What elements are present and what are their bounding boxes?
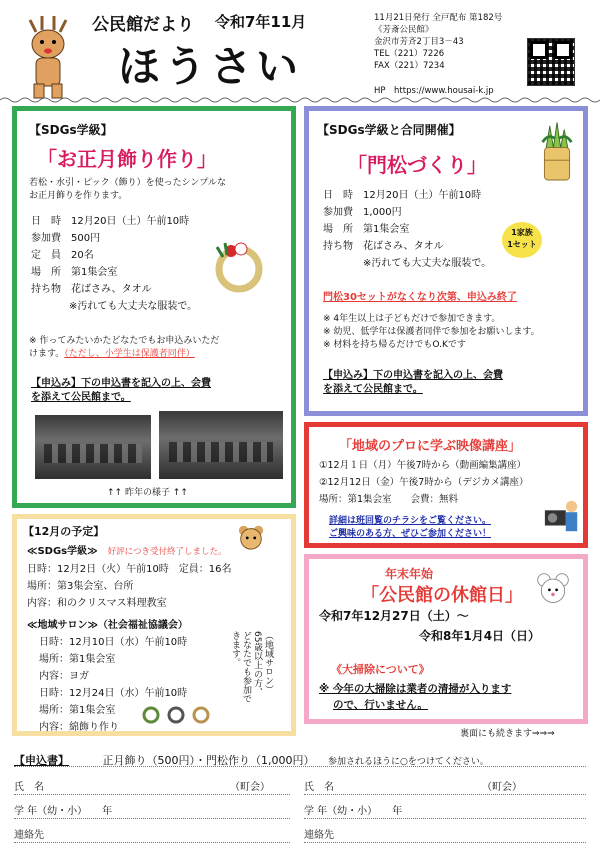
sdgs-note-guardian: （ただし、小学生は保護者同伴）: [64, 349, 195, 359]
photo-caption: ↑↑ 昨年の様子 ↑↑: [107, 488, 188, 498]
kadomatsu-box: [304, 106, 588, 416]
sdgs-place: 場 所 第1集会室: [31, 267, 118, 278]
cleaning-head: 《大掃除について》: [331, 663, 430, 676]
december-sdgs-full: 好評につき受付終了しました。: [107, 547, 227, 557]
qr-code-icon[interactable]: [527, 38, 575, 86]
last-year-photo-2: [159, 411, 283, 479]
holiday-box: [304, 554, 588, 724]
sdgs-fee: 参加費 500円: [31, 233, 101, 244]
kadomatsu-apply-line-2: を添えて公民館まで。: [323, 384, 423, 395]
december-schedule-box: [12, 514, 296, 736]
grade-label-right: 学 年（幼・小） 年: [304, 806, 403, 817]
december-salon-content-2: 内容：綿飾り作り: [39, 722, 119, 733]
cleaning-line-1: ※ 今年の大掃除は業者の清掃が入ります: [319, 683, 512, 695]
small-wreaths-icon: [141, 705, 211, 725]
holiday-title: 「公民館の休館日」: [361, 585, 523, 606]
kadomatsu-note-2: ※ 幼児、低学年は保護者同伴で参加をお願いします。: [323, 327, 540, 337]
video-course-box: [304, 422, 588, 548]
kadomatsu-apply-line-1: 【申込み】下の申込書を記入の上、会費: [323, 370, 503, 381]
sdgs-note: [29, 335, 219, 361]
cleaning-notice: [319, 681, 511, 713]
december-tag: 【12月の予定】: [23, 525, 105, 538]
sdgs-apply: [31, 377, 211, 405]
video-note-line-1: 詳細は班回覧のチラシをご覧ください。: [329, 516, 492, 526]
publisher-info: [374, 12, 502, 72]
video-course-details: [319, 457, 529, 508]
december-salon-place-2: 場所：第1集会室: [39, 705, 116, 716]
video-course-row-2: ②12月12日（金）午後7時から（デジカメ講座）: [319, 477, 529, 488]
kadomatsu-note-1: ※ 4年生以上は子どもだけで参加できます。: [323, 314, 501, 324]
continued-on-back: 裏面にも続きます⇒⇒⇒: [460, 729, 555, 739]
kadomatsu-limit: 門松30セットがなくなり次第、申込み終了: [323, 292, 517, 303]
sdgs-date: 日 時 12月20日（土）午前10時: [31, 216, 190, 227]
video-camera-icon: [543, 497, 581, 535]
fax: FAX（221）7234: [374, 61, 445, 71]
kadomatsu-tag: 【SDGs学級と合同開催】: [317, 123, 461, 137]
kadomatsu-date: 日 時 12月20日（土）午前10時: [323, 190, 482, 201]
mouse-icon: [535, 571, 571, 607]
issue-line: 11月21日発行 全戸配布 第182号: [374, 13, 503, 23]
december-sdgs-head: ≪SDGs学級≫: [27, 546, 98, 557]
december-sdgs: [27, 543, 232, 612]
name-label-right: 氏 名: [304, 782, 334, 793]
name-field-left[interactable]: [14, 794, 290, 795]
sdgs-details: [31, 213, 197, 315]
sdgs-apply-line-1: 【申込み】下の申込書を記入の上、会費: [31, 378, 211, 389]
salon-side-1: （地域サロン）: [263, 631, 273, 694]
newsletter-subtitle: 公民館だより: [92, 15, 194, 35]
kadomatsu-clothes: ※汚れても大丈夫な服装で。: [363, 258, 492, 269]
wave-divider: [0, 96, 600, 104]
bear-icon: [237, 523, 265, 551]
kadomatsu-title: 「門松づくり」: [347, 153, 487, 177]
sdgs-capacity: 定 員 20名: [31, 250, 94, 261]
last-year-photo-1: [35, 415, 151, 479]
december-salon-content-1: 内容：ヨガ: [39, 671, 89, 682]
kadomatsu-fee: 参加費 1,000円: [323, 207, 402, 218]
december-salon-place-1: 場所：第1集会室: [39, 654, 116, 665]
video-note-line-2: ご興味のある方、ぜひご参加ください！: [329, 529, 492, 539]
contact-field-left[interactable]: [14, 842, 290, 843]
holiday-tag: 年末年始: [385, 567, 434, 581]
contact-field-right[interactable]: [304, 842, 586, 843]
kadomatsu-apply: [323, 369, 503, 397]
grade-label-left: 学 年（幼・小） 年: [14, 806, 113, 817]
salon-side-3: どなたでも参加で: [241, 631, 251, 703]
new-year-decoration-title: 「お正月飾り作り」: [37, 147, 217, 171]
wreath-icon: [209, 237, 269, 297]
kadomatsu-icon: [539, 117, 575, 189]
contact-label-left: 連絡先: [14, 830, 44, 841]
cleaning-line-2: ので、行いません。: [333, 699, 428, 711]
badge-line-1: 1家族: [511, 228, 533, 237]
kadomatsu-place: 場 所 第1集会室: [323, 224, 410, 235]
sdgs-items: 持ち物 花ばさみ、タオル: [31, 284, 152, 295]
intro-line-2: お正月飾りを作ります。: [29, 191, 128, 201]
sdgs-note-line-2a: けます。: [29, 349, 65, 359]
video-course-title: 「地域のプロに学ぶ映像講座」: [339, 439, 522, 454]
kadomatsu-notes: [323, 313, 540, 352]
holiday-from: 令和7年12月27日（土）～: [319, 609, 469, 623]
salon-side-2: 65歳以上の方、: [252, 631, 262, 697]
name-field-right[interactable]: [304, 794, 586, 795]
december-salon-date-1: 日時：12月10日（水）午前10時: [39, 637, 188, 648]
video-course-row-1: ①12月１日（月）午後7時から（動画編集講座）: [319, 460, 527, 471]
form-title: 【申込書】: [14, 754, 69, 767]
salon-side-4: きます。: [230, 631, 240, 667]
december-sdgs-place: 場所：第3集会室、台所: [27, 581, 134, 592]
newsletter-date: 令和7年11月: [215, 13, 307, 31]
sdgs-note-line-1: ※ 作ってみたいかたどなたでもお申込みいただ: [29, 336, 220, 346]
video-course-row-3: 場所：第1集会室 会費：無料: [319, 494, 459, 505]
town-label-left: （町会）: [230, 782, 270, 793]
tel: TEL（221）7226: [374, 49, 445, 59]
intro-line-1: 若松・水引・ピック（飾り）を使ったシンプルな: [29, 178, 227, 188]
december-sdgs-content: 内容：和のクリスマス料理教室: [27, 598, 167, 609]
sdgs-class-tag: 【SDGs学級】: [29, 123, 113, 137]
kadomatsu-note-3: ※ 材料を持ち帰るだけでもO.Kです: [323, 340, 466, 350]
deer-mascot-icon: [20, 12, 76, 102]
sdgs-apply-line-2: を添えて公民館まで。: [31, 392, 131, 403]
homepage-url[interactable]: HP https://www.housai-k.jp: [374, 86, 494, 96]
town-label-right: （町会）: [482, 782, 522, 793]
december-salon-head: ≪地域サロン≫（社会福祉協議会）: [27, 620, 188, 631]
one-set-per-family-badge: [502, 222, 542, 258]
badge-line-2: 1セット: [507, 240, 537, 249]
org-name: 《芳斎公民館》: [374, 25, 434, 35]
name-label-left: 氏 名: [14, 782, 44, 793]
december-sdgs-date: 日時：12月2日（火）午前10時 定員：16名: [27, 564, 232, 575]
kadomatsu-details: [323, 187, 491, 272]
december-salon-date-2: 日時：12月24日（水）午前10時: [39, 688, 188, 699]
sdgs-class-box: [12, 106, 296, 508]
salon-side-note: [229, 631, 273, 731]
sdgs-clothes: ※汚れても大丈夫な服装で。: [69, 301, 198, 312]
kadomatsu-items: 持ち物 花ばさみ、タオル: [323, 241, 444, 252]
holiday-to: 令和8年1月4日（日）: [419, 629, 541, 643]
form-options: 正月飾り（500円）・門松作り（1,000円）: [102, 754, 315, 767]
contact-label-right: 連絡先: [304, 830, 334, 841]
address: 金沢市芳斉2丁目3－43: [374, 37, 464, 47]
form-top-line: [14, 766, 586, 767]
newsletter-title: ほうさい: [118, 42, 303, 91]
form-instruction: 参加されるほうに○をつけてください。: [328, 757, 489, 767]
sdgs-intro: [29, 177, 226, 203]
video-course-note: [329, 515, 491, 541]
grade-field-right[interactable]: [304, 818, 586, 819]
grade-field-left[interactable]: [14, 818, 290, 819]
